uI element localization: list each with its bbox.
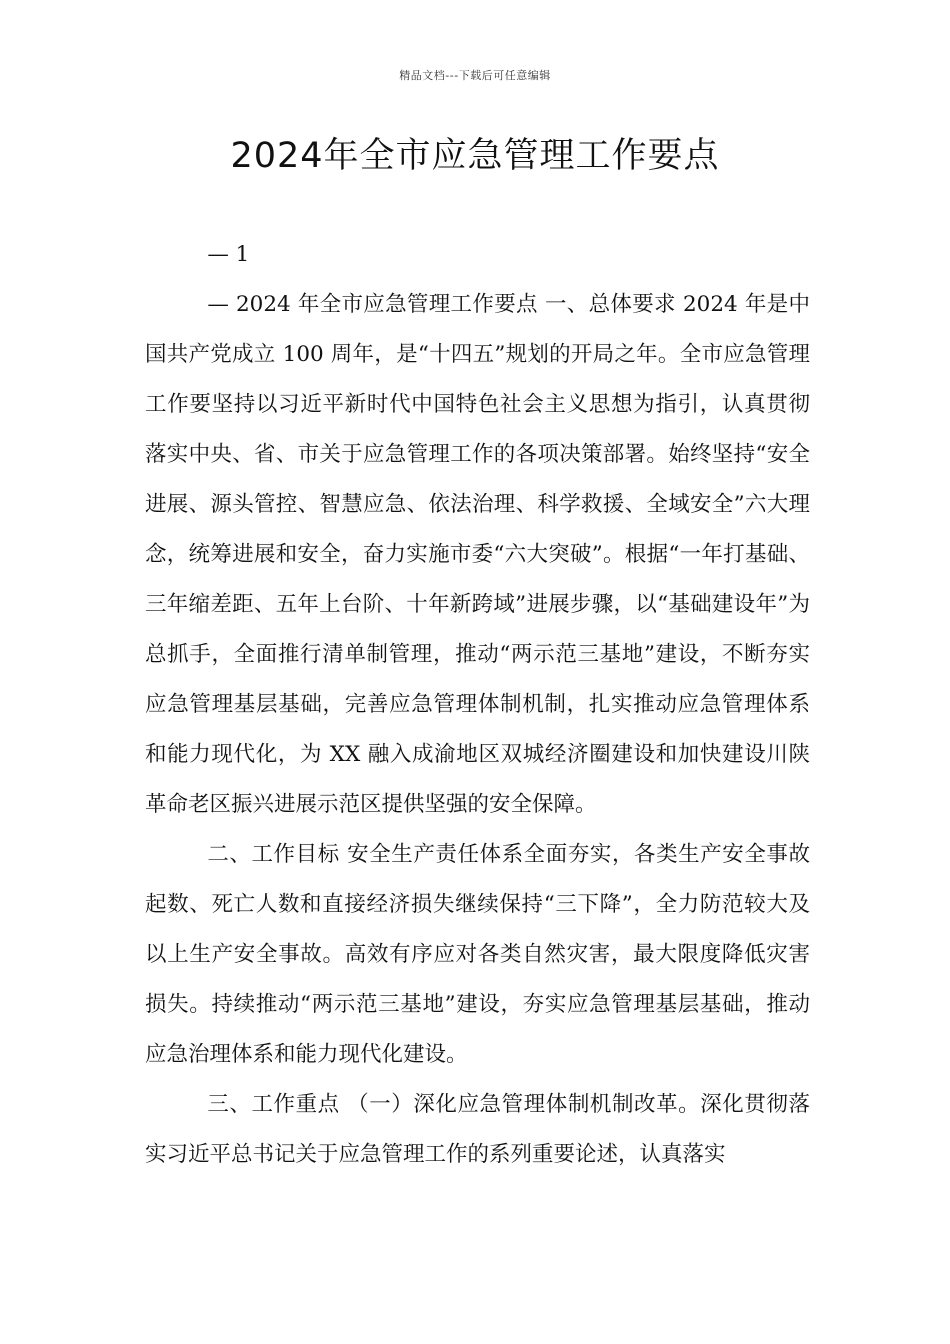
header-note: 精品文档---下载后可任意编辑 [399,69,551,82]
document-body [145,230,810,1180]
document-title: 2024年全市应急管理工作要点 [230,136,720,176]
page-separator: — 1 [207,242,250,267]
paragraph-work-goals: 二、工作目标 安全生产责任体系全面夯实，各类生产安全事故起数、死亡人数和直接经济损失继续保持“三下降”，全力防范较大及以上生产安全事故。高效有序应对各类自然灾害，最大限度降低灾害损失。持续推动“两示范三基地”建设，夯实应急管理基层基础，推动应急治理体系和能力现代化建设。 [145,842,810,1067]
paragraph-general-requirements: — 2024 年全市应急管理工作要点 一、总体要求 2024 年是中国共产党成立 100 周年，是“十四五”规划的开局之年。全市应急管理工作要坚持以习近平新时代中国特色社会主义思想为指引，认真贯彻落实中央、省、市关于应急管理工作的各项决策部署。始终坚持“安全进展、源头管控、智慧应急、依法治理、科学救援、全域安全”六大理念，统筹进展和安全，奋力实施市委“六大突破”。根据“一年打基础、三年缩差距、五年上台阶、十年新跨域”进展步骤，以“基础建设年”为总抓手，全面推行清单制管理，推动“两示范三基地”建设，不断夯实应急管理基层基础，完善应急管理体制机制，扎实推动应急管理体系和能力现代化，为 XX 融入成渝地区双城经济圈建设和加快建设川陕革命老区振兴进展示范区提供坚强的安全保障。 [145,292,810,817]
paragraph-work-focus: 三、工作重点 （一）深化应急管理体制机制改革。深化贯彻落实习近平总书记关于应急管理工作的系列重要论述，认真落实 [145,1092,810,1167]
